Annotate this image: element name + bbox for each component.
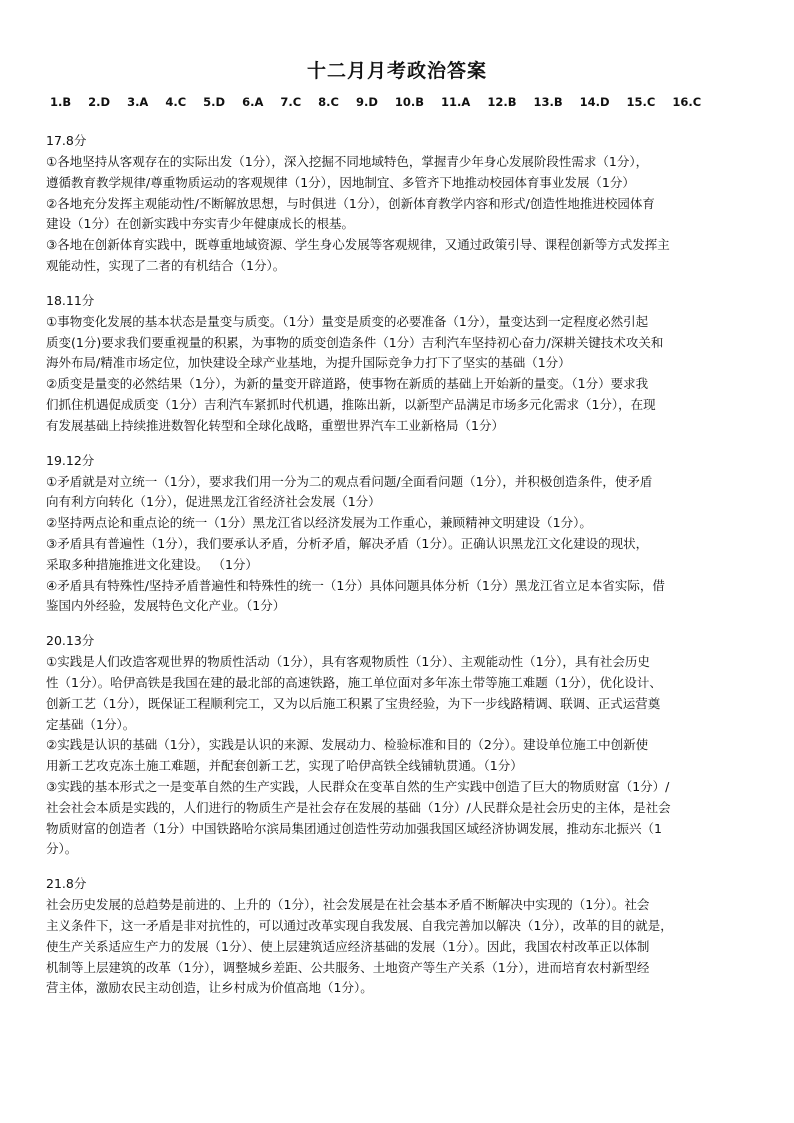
answer-line: 用新工艺攻克冻土施工难题，并配套创新工艺，实现了哈伊高铁全线铺轨贯通。（1分）: [46, 758, 523, 774]
question-header: 19.12分: [46, 452, 95, 468]
mc-answer: 16.C: [672, 95, 702, 109]
question-header: 18.11分: [46, 292, 95, 308]
mc-answer: 14.D: [579, 95, 610, 109]
answer-line: 向有利方向转化（1分），促进黑龙江省经济社会发展（1分）: [46, 494, 381, 510]
answer-line: 创新工艺（1分），既保证工程顺利完工，又为以后施工积累了宝贵经验，为下一步线路精调、联调、正式运营奠: [46, 695, 661, 711]
mc-answer: 3.A: [127, 95, 149, 109]
answer-line: ①矛盾就是对立统一（1分），要求我们用一分为二的观点看问题/全面看问题（1分），并积极创造条件，使矛盾: [46, 473, 653, 489]
answer-line: ①实践是人们改造客观世界的物质性活动（1分），具有客观物质性（1分）、主观能动性（1分），具有社会历史: [46, 654, 650, 670]
answer-line: 使生产关系适应生产力的发展（1分）、使上层建筑适应经济基础的发展（1分）。因此，我国农村改革正以体制: [46, 938, 650, 954]
answer-line: 建设（1分）在创新实践中夯实青少年健康成长的根基。: [46, 216, 354, 232]
question-block: [46, 874, 748, 999]
answer-line: 主义条件下，这一矛盾是非对抗性的，可以通过改革实现自我发展、自我完善加以解决（1分），改革的目的就是，: [46, 917, 673, 933]
answer-line: 鉴国内外经验，发展特色文化产业。（1分）: [46, 598, 286, 614]
answer-line: 定基础（1分）。: [46, 716, 136, 732]
question-block: [46, 131, 748, 277]
mc-answer: 4.C: [165, 95, 187, 109]
answer-line: ②质变是量变的必然结果（1分），为新的量变开辟道路，使事物在新质的基础上开始新的量变。（1分）要求我: [46, 376, 649, 392]
answer-line: ④矛盾具有特殊性/坚持矛盾普遍性和特殊性的统一（1分）具体问题具体分析（1分）黑龙江省立足本省实际，借: [46, 577, 665, 593]
answer-line: ②各地充分发挥主观能动性/不断解放思想，与时俱进（1分），创新体育教学内容和形式/创造性地推进校园体育: [46, 195, 655, 211]
mc-answer: 11.A: [441, 95, 471, 109]
answer-line: 社会社会本质是实践的，人们进行的物质生产是社会存在发展的基础（1分）/人民群众是社会历史的主体，是社会: [46, 799, 671, 815]
answer-line: ①各地坚持从客观存在的实际出发（1分），深入挖掘不同地域特色，掌握青少年身心发展阶段性需求（1分），: [46, 154, 649, 169]
question-header: 17.8分: [46, 133, 87, 148]
mc-answer: 12.B: [487, 95, 517, 109]
answer-line: ①事物变化发展的基本状态是量变与质变。（1分）量变是质变的必要准备（1分），量变达到一定程度必然引起: [46, 313, 649, 329]
answer-line: 观能动性，实现了二者的有机结合（1分）。: [46, 257, 286, 273]
question-header: 21.8分: [46, 876, 87, 892]
questions-section: [46, 131, 748, 999]
answer-line: 物质财富的创造者（1分）中国铁路哈尔滨局集团通过创造性劳动加强我国区域经济协调发展，推动东北振兴（1: [46, 820, 662, 836]
answer-line: ③实践的基本形式之一是变革自然的生产实践，人民群众在变革自然的生产实践中创造了巨大的物质财富（1分）/: [46, 778, 670, 794]
question-block: [46, 291, 748, 437]
multiple-choice-answers: [50, 95, 748, 109]
answer-line: 营主体，激励农民主动创造，让乡村成为价值高地（1分）。: [46, 980, 373, 996]
mc-answer: 13.B: [533, 95, 563, 109]
answer-line: 有发展基础上持续推进数智化转型和全球化战略，重塑世界汽车工业新格局（1分）: [46, 417, 504, 433]
answer-line: ③矛盾具有普遍性（1分），我们要承认矛盾，分析矛盾，解决矛盾（1分）。正确认识黑龙江文化建设的现状，: [46, 535, 649, 551]
mc-answer: 10.B: [394, 95, 425, 109]
mc-answer: 9.D: [355, 95, 378, 109]
question-block: [46, 451, 748, 618]
mc-answer: 1.B: [50, 95, 72, 109]
answer-line: 质变(1分)要求我们要重视量的积累，为事物的质变创造条件（1分）吉利汽车坚持初心奋力/深耕关键技术攻关和: [46, 334, 664, 350]
answer-line: 采取多种措施推进文化建设。 （1分）: [46, 556, 258, 572]
answer-line: 海外布局/精准市场定位，加快建设全球产业基地，为提升国际竞争力打下了坚实的基础（1分）: [46, 355, 571, 371]
page-title: 十二月月考政治答案: [306, 60, 487, 82]
mc-answer: 15.C: [626, 95, 656, 109]
mc-answer: 6.A: [242, 95, 264, 109]
answer-line: ②坚持两点论和重点论的统一（1分）黑龙江省以经济发展为工作重心，兼顾精神文明建设（1分）。: [46, 515, 592, 531]
answer-line: 们抓住机遇促成质变（1分）吉利汽车紧抓时代机遇，推陈出新，以新型产品满足市场多元化需求（1分），在现: [46, 396, 656, 412]
answer-line: 社会历史发展的总趋势是前进的、上升的（1分），社会发展是在社会基本矛盾不断解决中实现的（1分）。社会: [46, 897, 650, 913]
answer-line: ②实践是认识的基础（1分），实践是认识的来源、发展动力、检验标准和目的（2分）。建设单位施工中创新使: [46, 737, 649, 753]
answer-line: 遵循教育教学规律/尊重物质运动的客观规律（1分），因地制宜、多管齐下地推动校园体育事业发展（1分）: [46, 174, 635, 190]
mc-answer: 7.C: [280, 95, 302, 109]
answer-line: ③各地在创新体育实践中，既尊重地域资源、学生身心发展等客观规律，又通过政策引导、课程创新等方式发挥主: [46, 237, 670, 253]
question-block: [46, 631, 748, 860]
answer-line: 性（1分）。哈伊高铁是我国在建的最北部的高速铁路，施工单位面对多年冻土带等施工难题（1分），优化设计、: [46, 674, 662, 690]
mc-answer: 5.D: [203, 95, 226, 109]
mc-answer: 2.D: [88, 95, 111, 109]
answer-line: 分）。: [46, 841, 78, 857]
question-header: 20.13分: [46, 633, 95, 649]
mc-answer: 8.C: [318, 95, 339, 109]
answer-line: 机制等上层建筑的改革（1分），调整城乡差距、公共服务、土地资产等生产关系（1分），进而培育农村新型经: [46, 959, 650, 975]
